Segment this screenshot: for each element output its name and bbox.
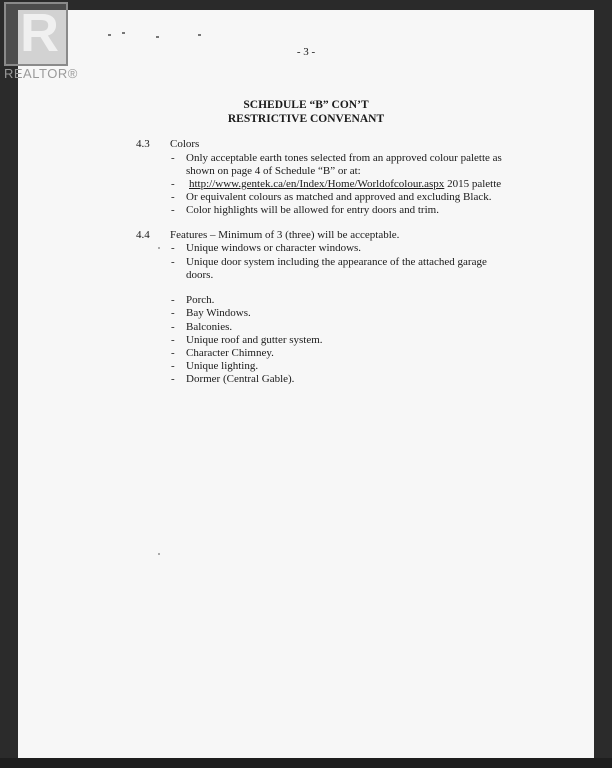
realtor-brand-text: REALTOR® [4,66,78,81]
bullet-dash: - [171,373,175,385]
palette-year-text: 2015 palette [447,178,502,190]
bullet-dash: - [171,152,175,164]
features-item-2-cont: doors. [186,269,214,281]
bullet-dash: - [171,347,175,359]
bullet-dash: - [171,294,175,306]
scan-border-bottom [0,758,612,768]
colors-item-1: Only acceptable earth tones selected from an approved colour palette as [186,152,502,164]
gentek-colour-link[interactable]: http://www.gentek.ca/en/Index/Home/Worldofcolour.aspx [189,178,445,190]
colors-item-2 [189,178,501,190]
bullet-dash: - [171,307,175,319]
bullet-dash: - [171,191,175,203]
scan-border-top [0,0,612,10]
features-item-4: Bay Windows. [186,307,251,319]
bullet-dash: - [171,360,175,372]
realtor-watermark [2,2,78,82]
section-title-features: Features – Minimum of 3 (three) will be acceptable. [170,229,400,241]
colors-item-1-cont: shown on page 4 of Schedule “B” or at: [186,165,361,177]
features-item-8: Unique lighting. [186,360,259,372]
realtor-logo-icon [4,2,68,66]
page-number: - 3 - [296,46,316,58]
section-title-colors: Colors [170,138,200,150]
bullet-dash: - [171,321,175,333]
colors-item-4: Color highlights will be allowed for entry doors and trim. [186,204,439,216]
bullet-dash: - [171,204,175,216]
realtor-logo-letter: R [20,3,59,63]
features-item-5: Balconies. [186,321,233,333]
bullet-dash: - [171,256,175,268]
schedule-subtitle: RESTRICTIVE CONVENANT [227,113,385,125]
features-item-2: Unique door system including the appearance of the attached garage [186,256,487,268]
colors-item-3: Or equivalent colours as matched and approved and excluding Black. [186,191,492,203]
document-page [18,10,594,758]
scan-speck [158,247,160,249]
bullet-dash: - [171,178,175,190]
schedule-title: SCHEDULE “B” CON’T [243,99,369,111]
features-item-3: Porch. [186,294,215,306]
features-item-6: Unique roof and gutter system. [186,334,323,346]
bullet-dash: - [171,242,175,254]
bullet-dash: - [171,334,175,346]
section-number-4-3: 4.3 [136,138,150,150]
section-number-4-4: 4.4 [136,229,150,241]
features-item-9: Dormer (Central Gable). [186,373,295,385]
scan-specks [108,32,228,40]
features-item-1: Unique windows or character windows. [186,242,362,254]
scan-speck [158,553,160,555]
features-item-7: Character Chimney. [186,347,274,359]
